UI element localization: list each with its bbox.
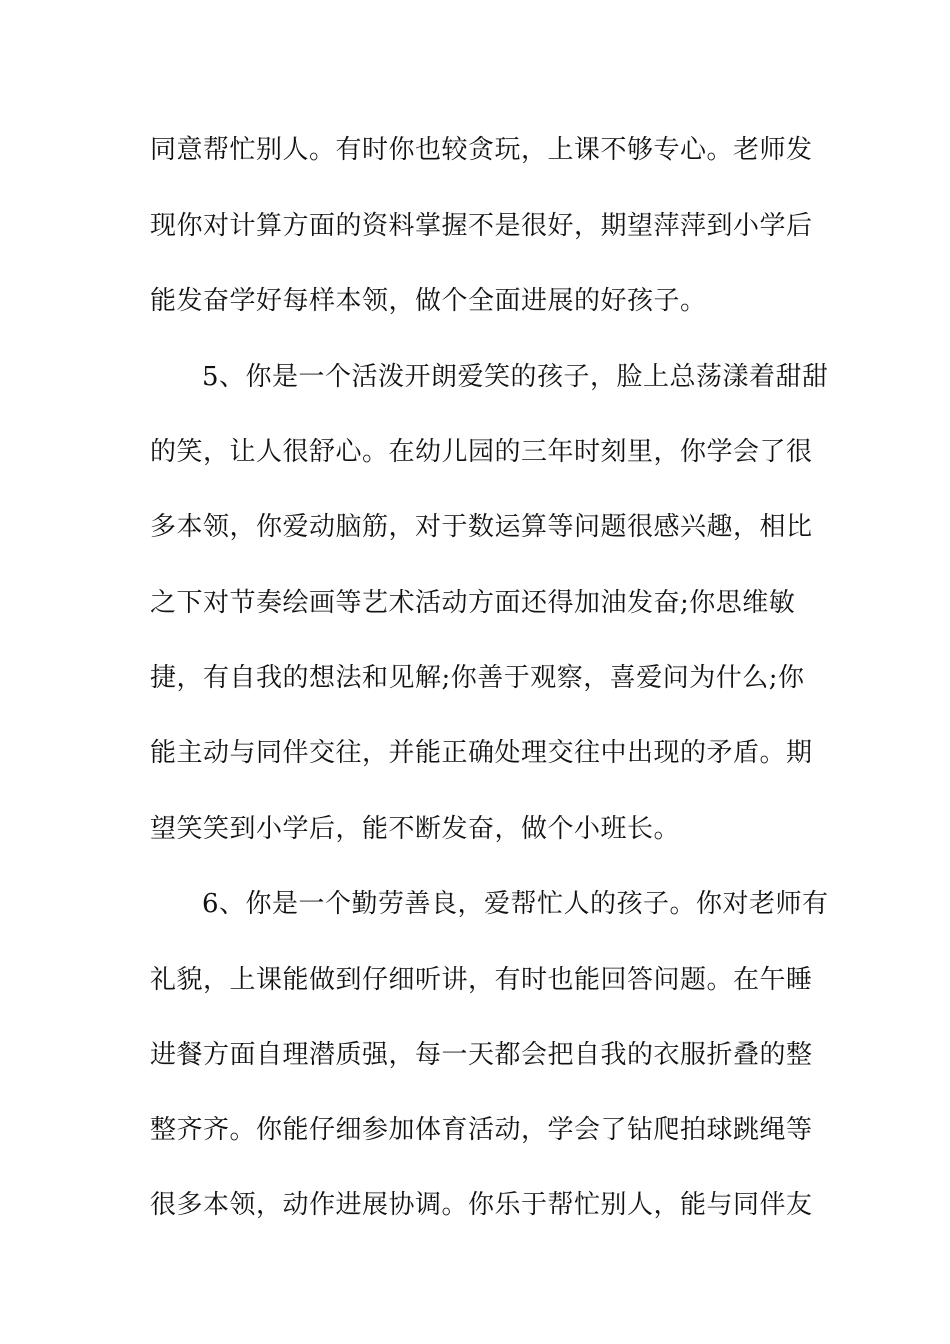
paragraph-start-line: 6、你是一个勤劳善良，爱帮忙人的孩子。你对老师有 — [202, 889, 829, 919]
text-line: 同意帮忙别人。有时你也较贪玩，上课不够专心。老师发 — [150, 135, 813, 165]
text-line: 的笑，让人很舒心。在幼儿园的三年时刻里，你学会了很 — [150, 437, 813, 467]
paragraph-start-line: 5、你是一个活泼开朗爱笑的孩子，脸上总荡漾着甜甜 — [202, 362, 829, 392]
text-line: 礼貌，上课能做到仔细听讲，有时也能回答问题。在午睡 — [150, 965, 813, 995]
text-line: 望笑笑到小学后，能不断发奋，做个小班长。 — [150, 814, 681, 844]
text-line: 之下对节奏绘画等艺术活动方面还得加油发奋;你思维敏 — [150, 588, 796, 618]
text-line: 整齐齐。你能仔细参加体育活动，学会了钻爬拍球跳绳等 — [150, 1115, 813, 1145]
text-line: 进餐方面自理潜质强，每一天都会把自我的衣服折叠的整 — [150, 1040, 813, 1070]
text-line: 能发奋学好每样本领，做个全面进展的好孩子。 — [150, 286, 707, 316]
text-line: 现你对计算方面的资料掌握不是很好，期望萍萍到小学后 — [150, 211, 813, 241]
text-line: 多本领，你爱动脑筋，对于数运算等问题很感兴趣，相比 — [150, 512, 813, 542]
text-line: 捷，有自我的想法和见解;你善于观察，喜爱问为什么;你 — [150, 663, 805, 693]
text-line: 很多本领，动作进展协调。你乐于帮忙别人，能与同伴友 — [150, 1190, 813, 1220]
text-line: 能主动与同伴交往，并能正确处理交往中出现的矛盾。期 — [150, 738, 813, 768]
